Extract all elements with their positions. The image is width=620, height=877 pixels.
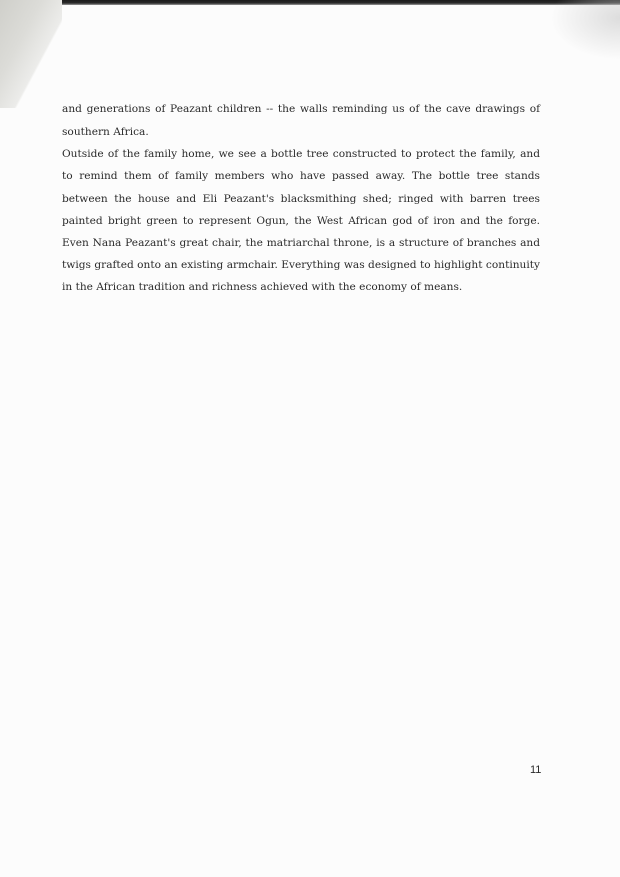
- continued-line: and generations of Peazant children -- the walls reminding us of the cave drawings of: [62, 103, 540, 115]
- paragraph-southern-africa: southern Africa.: [62, 126, 149, 138]
- page-top-edge: [58, 0, 620, 5]
- body-text: [62, 121, 540, 299]
- paragraph-bottle-tree: Outside of the family home, we see a bottle tree constructed to protect the family, and to remind them of family members who have passed away. The bottle tree stands between the house and Eli Peazant's blacksmithing shed; ringed with barren trees painted bright green to represent Ogun, the West African god of iron and the forge. Even Nana Peazant's great chair, the matriarchal throne, is a structure of branches and twigs grafted onto an existing armchair. Everything was designed to highlight continuity in the African tradition and richness achieved with the economy of means.: [62, 148, 540, 294]
- page-number: 11: [530, 764, 542, 776]
- page-shadow: [550, 0, 620, 60]
- folded-corner: [0, 0, 62, 108]
